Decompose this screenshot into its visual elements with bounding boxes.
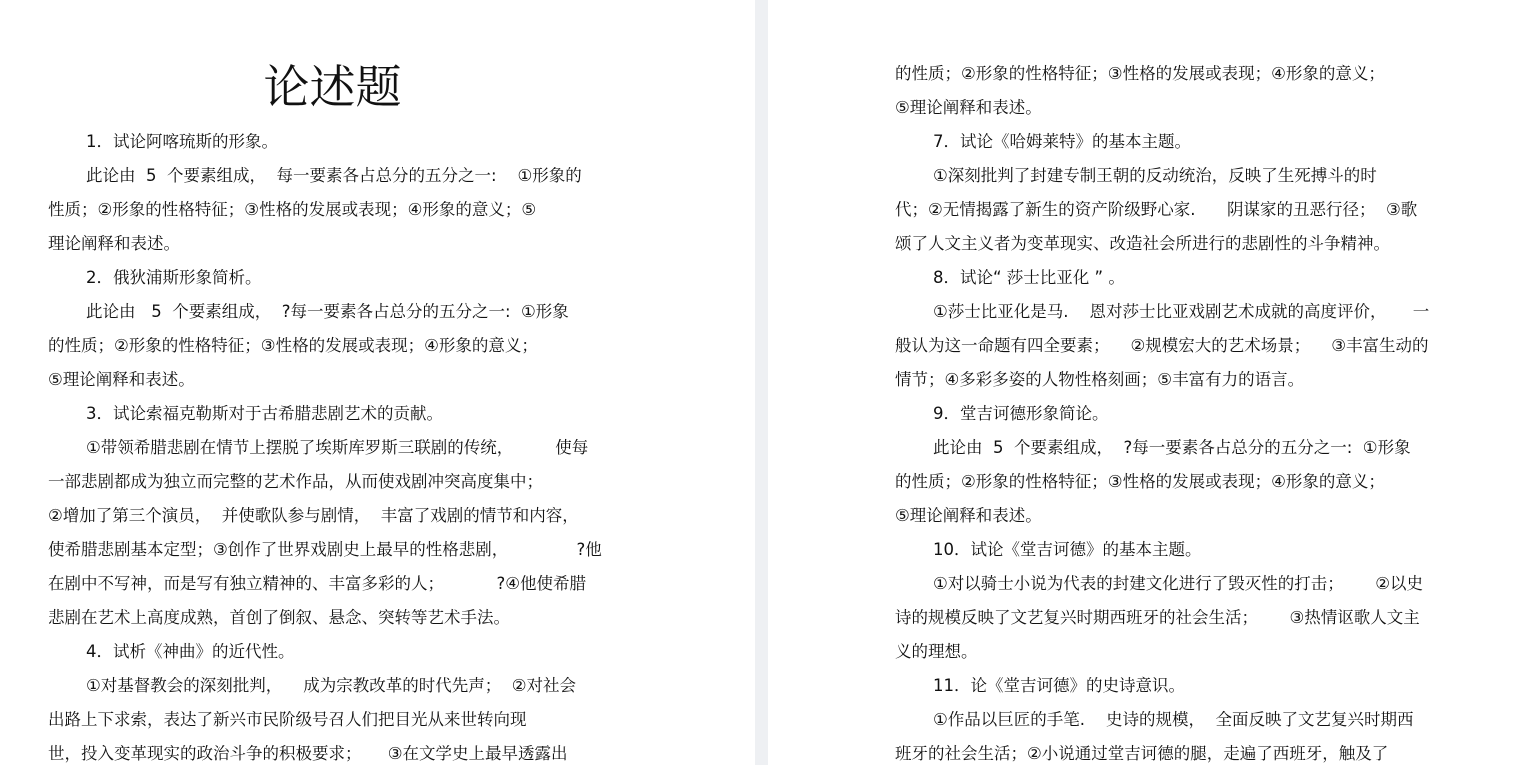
paragraph-line: 悲剧在艺术上高度成熟，首创了倒叙、悬念、突转等艺术手法。 [48,608,510,627]
paragraph-line: ①对基督教会的深刻批判， 成为宗教改革的时代先声； ②对社会 [86,676,577,695]
paragraph-line: ①带领希腊悲剧在情节上摆脱了埃斯库罗斯三联剧的传统， 使每 [86,438,589,457]
paragraph-line: 一部悲剧都成为独立而完整的艺术作品，从而使戏剧冲突高度集中； [48,472,543,491]
question-heading-11: 11．论《堂吉诃德》的史诗意识。 [933,676,1185,695]
paragraph-line: ⑤理论阐释和表述。 [895,506,1042,525]
page-gutter [755,0,768,765]
paragraph-line: 在剧中不写神，而是写有独立精神的、丰富多彩的人； ?④他使希腊 [48,574,586,593]
paragraph-line: 此论由 5 个要素组成， 每一要素各占总分的五分之一: ①形象的 [86,166,582,185]
paragraph-line: 此论由 5 个要素组成， ?每一要素各占总分的五分之一: ①形象 [86,302,569,321]
question-heading-7: 7．试论《哈姆莱特》的基本主题。 [933,132,1191,151]
paragraph-line: 义的理想。 [895,642,978,661]
question-heading-8: 8．试论“ 莎士比亚化 ” 。 [933,268,1125,287]
paragraph-line: ⑤理论阐释和表述。 [48,370,195,389]
paragraph-line: 此论由 5 个要素组成， ?每一要素各占总分的五分之一: ①形象 [933,438,1411,457]
paragraph-line: ①深刻批判了封建专制王朝的反动统治，反映了生死搏斗的时 [933,166,1377,185]
paragraph-line: 理论阐释和表述。 [48,234,180,253]
question-heading-3: 3．试论索福克勒斯对于古希腊悲剧艺术的贡献。 [86,404,443,423]
paragraph-line: 的性质；②形象的性格特征；③性格的发展或表现；④形象的意义； [895,64,1385,83]
question-heading-9: 9．堂吉诃德形象简论。 [933,404,1109,423]
question-heading-1: 1．试论阿喀琉斯的形象。 [86,132,278,151]
paragraph-line: ⑤理论阐释和表述。 [895,98,1042,117]
question-heading-10: 10．试论《堂吉诃德》的基本主题。 [933,540,1202,559]
paragraph-line: 般认为这一命题有四全要素； ②规模宏大的艺术场景； ③丰富生动的 [895,336,1429,355]
paragraph-line: 代；②无情揭露了新生的资产阶级野心家. 阴谋家的丑恶行径； ③歌 [895,200,1418,219]
paragraph-line: 的性质；②形象的性格特征；③性格的发展或表现；④形象的意义； [895,472,1385,491]
paragraph-line: ②增加了第三个演员， 并使歌队参与剧情， 丰富了戏剧的情节和内容， [48,506,579,525]
paragraph-line: 颂了人文主义者为变革现实、改造社会所进行的悲剧性的斗争精神。 [895,234,1390,253]
paragraph-line: 出路上下求索，表达了新兴市民阶级号召人们把目光从来世转向现 [48,710,527,729]
question-heading-2: 2．俄狄浦斯形象简析。 [86,268,262,287]
paragraph-line: 的性质；②形象的性格特征；③性格的发展或表现；④形象的意义； [48,336,538,355]
paragraph-line: 诗的规模反映了文艺复兴时期西班牙的社会生活； ③热情讴歌人文主 [895,608,1420,627]
paragraph-line: ①莎士比亚化是马. 恩对莎士比亚戏剧艺术成就的高度评价， 一 [933,302,1430,321]
document-page-right [768,0,1537,765]
paragraph-line: 世，投入变革现实的政治斗争的积极要求； ③在文学史上最早透露出 [48,744,568,763]
paragraph-line: 班牙的社会生活；②小说通过堂吉诃德的腿，走遍了西班牙，触及了 [895,744,1389,763]
paragraph-line: 情节；④多彩多姿的人物性格刻画；⑤丰富有力的语言。 [895,370,1305,389]
question-heading-4: 4．试析《神曲》的近代性。 [86,642,295,661]
document-page-left [0,0,755,765]
paragraph-line: ①对以骑士小说为代表的封建文化进行了毁灭性的打击； ②以史 [933,574,1424,593]
paragraph-line: 使希腊悲剧基本定型；③创作了世界戏剧史上最早的性格悲剧， ?他 [48,540,602,559]
paragraph-line: ①作品以巨匠的手笔. 史诗的规模， 全面反映了文艺复兴时期西 [933,710,1414,729]
page-title: 论述题 [263,60,402,114]
paragraph-line: 性质；②形象的性格特征；③性格的发展或表现；④形象的意义；⑤ [48,200,537,219]
